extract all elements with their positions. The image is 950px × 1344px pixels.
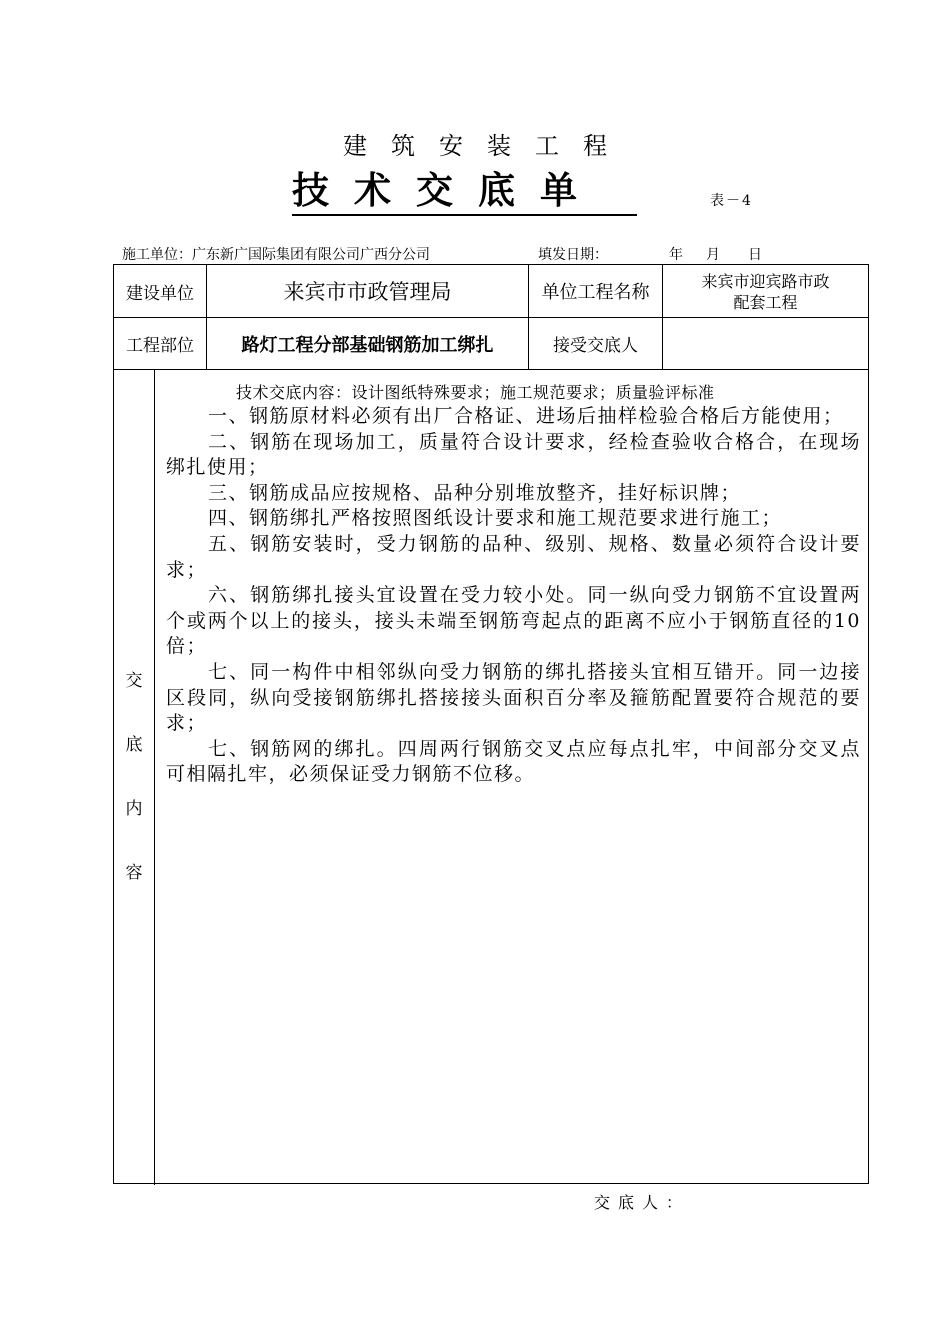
- content-item: 二、钢筋在现场加工，质量符合设计要求，经检查验收合格合，在现场绑扎使用；: [166, 430, 861, 479]
- content-item: 五、钢筋安装时，受力钢筋的品种、级别、规格、数量必须符合设计要求；: [166, 532, 861, 581]
- project-value: [663, 269, 868, 315]
- column-divider: [154, 369, 155, 1185]
- receiver-value: [663, 318, 868, 369]
- signer-label: 交底人：: [594, 1193, 691, 1212]
- project-value-line-1: 来宾市迎宾路市政: [701, 272, 830, 291]
- content-item: 七、钢筋网的绑扎。四周两行钢筋交叉点应每点扎牢，中间部分交叉点可相隔扎牢，必须保证受力钢筋不位移。: [166, 737, 861, 786]
- content-lead: 技术交底内容：设计图纸特殊要求；施工规范要求；质量验评标准: [236, 383, 715, 402]
- side-label-char: 内: [125, 799, 143, 819]
- side-label-char: 交: [125, 671, 143, 691]
- date-day: 日: [748, 247, 762, 263]
- title-main: 技术交底单: [292, 168, 637, 216]
- title-line-1: 建筑安装工程: [343, 132, 631, 160]
- unit-value: 广东新广国际集团有限公司广西分公司: [192, 247, 430, 263]
- project-value-line-2: 配套工程: [733, 293, 798, 312]
- content-side-label: [114, 369, 154, 1185]
- content-item: 七、同一构件中相邻纵向受力钢筋的绑扎搭接头宜相互错开。同一边接区段同，纵向受接钢筋绑扎搭接接头面积百分率及箍筋配置要符合规范的要求；: [166, 660, 861, 735]
- disclosure-content: [166, 383, 861, 788]
- content-item: 一、钢筋原材料必须有出厂合格证、进场后抽样检验合格后方能使用；: [208, 405, 844, 427]
- date-label: 填发日期：: [538, 247, 608, 263]
- form-code: 表－4: [710, 193, 753, 209]
- owner-value: 来宾市市政管理局: [283, 280, 452, 304]
- section-label: 工程部位: [126, 336, 194, 356]
- receiver-label: 接受交底人: [553, 336, 638, 356]
- side-label-char: 底: [125, 735, 143, 755]
- content-item: 六、钢筋绑扎接头宜设置在受力较小处。同一纵向受力钢筋不宜设置两个或两个以上的接头，接头未端至钢筋弯起点的距离不应小于钢筋直径的10倍；: [166, 584, 861, 658]
- row-divider: [114, 369, 868, 370]
- date-year: 年: [669, 247, 683, 263]
- unit-label: 施工单位：: [122, 247, 192, 263]
- owner-label: 建设单位: [126, 283, 194, 304]
- content-item: 四、钢筋绑扎严格按照图纸设计要求和施工规范要求进行施工；: [208, 507, 783, 530]
- disclosure-form: [113, 264, 869, 1184]
- section-value: 路灯工程分部基础钢筋加工绑扎: [241, 334, 494, 356]
- project-label: 单位工程名称: [541, 282, 650, 303]
- side-label-char: 容: [125, 863, 143, 883]
- content-item: 三、钢筋成品应按规格、品种分别堆放整齐，挂好标识牌；: [208, 481, 742, 504]
- title-main-wrapper: [292, 168, 642, 218]
- date-month: 月: [706, 247, 720, 263]
